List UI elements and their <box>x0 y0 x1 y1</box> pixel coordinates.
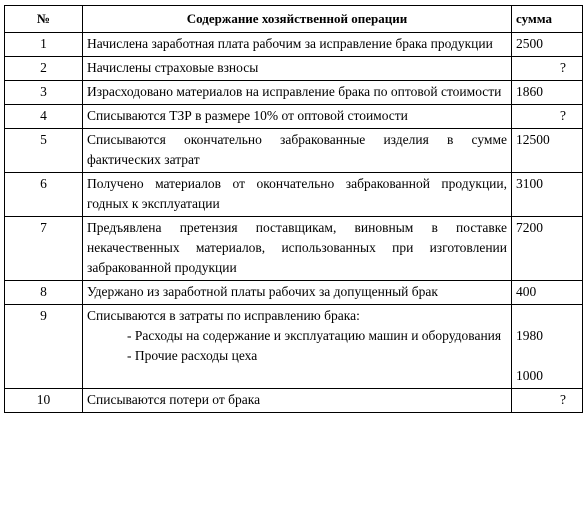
row-description: Начислена заработная плата рабочим за исправление брака продукции <box>83 33 512 57</box>
table-row <box>5 33 583 57</box>
row-description: Списываются окончательно забракованные изделия в сумме фактических затрат <box>83 129 512 173</box>
row-sum: 7200 <box>512 217 583 281</box>
table-row <box>5 281 583 305</box>
table-row <box>5 217 583 281</box>
row-subitem-machines: - Расходы на содержание и эксплуатацию машин и оборудования <box>127 328 502 343</box>
row-sum-cell <box>512 57 583 81</box>
row-sum: 1860 <box>512 81 583 105</box>
row-sum-cell <box>512 105 583 129</box>
row-number: 1 <box>5 33 83 57</box>
spacer <box>516 306 578 326</box>
row-sum-cell <box>512 305 583 389</box>
row-description: Списываются в затраты по исправлению брака: <box>87 308 360 323</box>
row-sum: ? <box>560 60 566 75</box>
table-row <box>5 57 583 81</box>
row-number: 8 <box>5 281 83 305</box>
row-number: 9 <box>5 305 83 389</box>
row-description: Удержано из заработной платы рабочих за допущенный брак <box>83 281 512 305</box>
header-description: Содержание хозяйственной операции <box>83 6 512 33</box>
row-description: Предъявлена претензия поставщикам, виновным в поставке некачественных материалов, использованных при изготовлении забракованной продукции <box>83 217 512 281</box>
operations-table <box>4 5 583 413</box>
table-row <box>5 389 583 413</box>
row-sum: 12500 <box>512 129 583 173</box>
row-subitem-other-sum: 1000 <box>516 368 543 383</box>
row-sum-cell <box>512 389 583 413</box>
row-sum: 400 <box>512 281 583 305</box>
row-description: Списываются потери от брака <box>83 389 512 413</box>
row-sum: ? <box>560 108 566 123</box>
row-description-cell <box>83 305 512 389</box>
row-sum: 3100 <box>512 173 583 217</box>
row-description: Израсходовано материалов на исправление брака по оптовой стоимости <box>83 81 512 105</box>
table-row <box>5 305 583 389</box>
row-number: 4 <box>5 105 83 129</box>
row-number: 6 <box>5 173 83 217</box>
table-header-row <box>5 6 583 33</box>
header-sum: сумма <box>512 6 583 33</box>
row-number: 10 <box>5 389 83 413</box>
row-number: 7 <box>5 217 83 281</box>
row-description: Получено материалов от окончательно забракованной продукции, годных к эксплуатации <box>83 173 512 217</box>
row-subitem-machines-sum: 1980 <box>516 328 543 343</box>
row-number: 5 <box>5 129 83 173</box>
row-number: 3 <box>5 81 83 105</box>
row-subitem-other: - Прочие расходы цеха <box>127 348 258 363</box>
table-row <box>5 173 583 217</box>
table-row <box>5 105 583 129</box>
row-sum: ? <box>560 392 566 407</box>
table-row <box>5 81 583 105</box>
row-number: 2 <box>5 57 83 81</box>
spacer <box>516 346 578 366</box>
row-description: Начислены страховые взносы <box>83 57 512 81</box>
row-description: Списываются ТЗР в размере 10% от оптовой стоимости <box>83 105 512 129</box>
table-row <box>5 129 583 173</box>
row-sum: 2500 <box>512 33 583 57</box>
header-number: № <box>5 6 83 33</box>
